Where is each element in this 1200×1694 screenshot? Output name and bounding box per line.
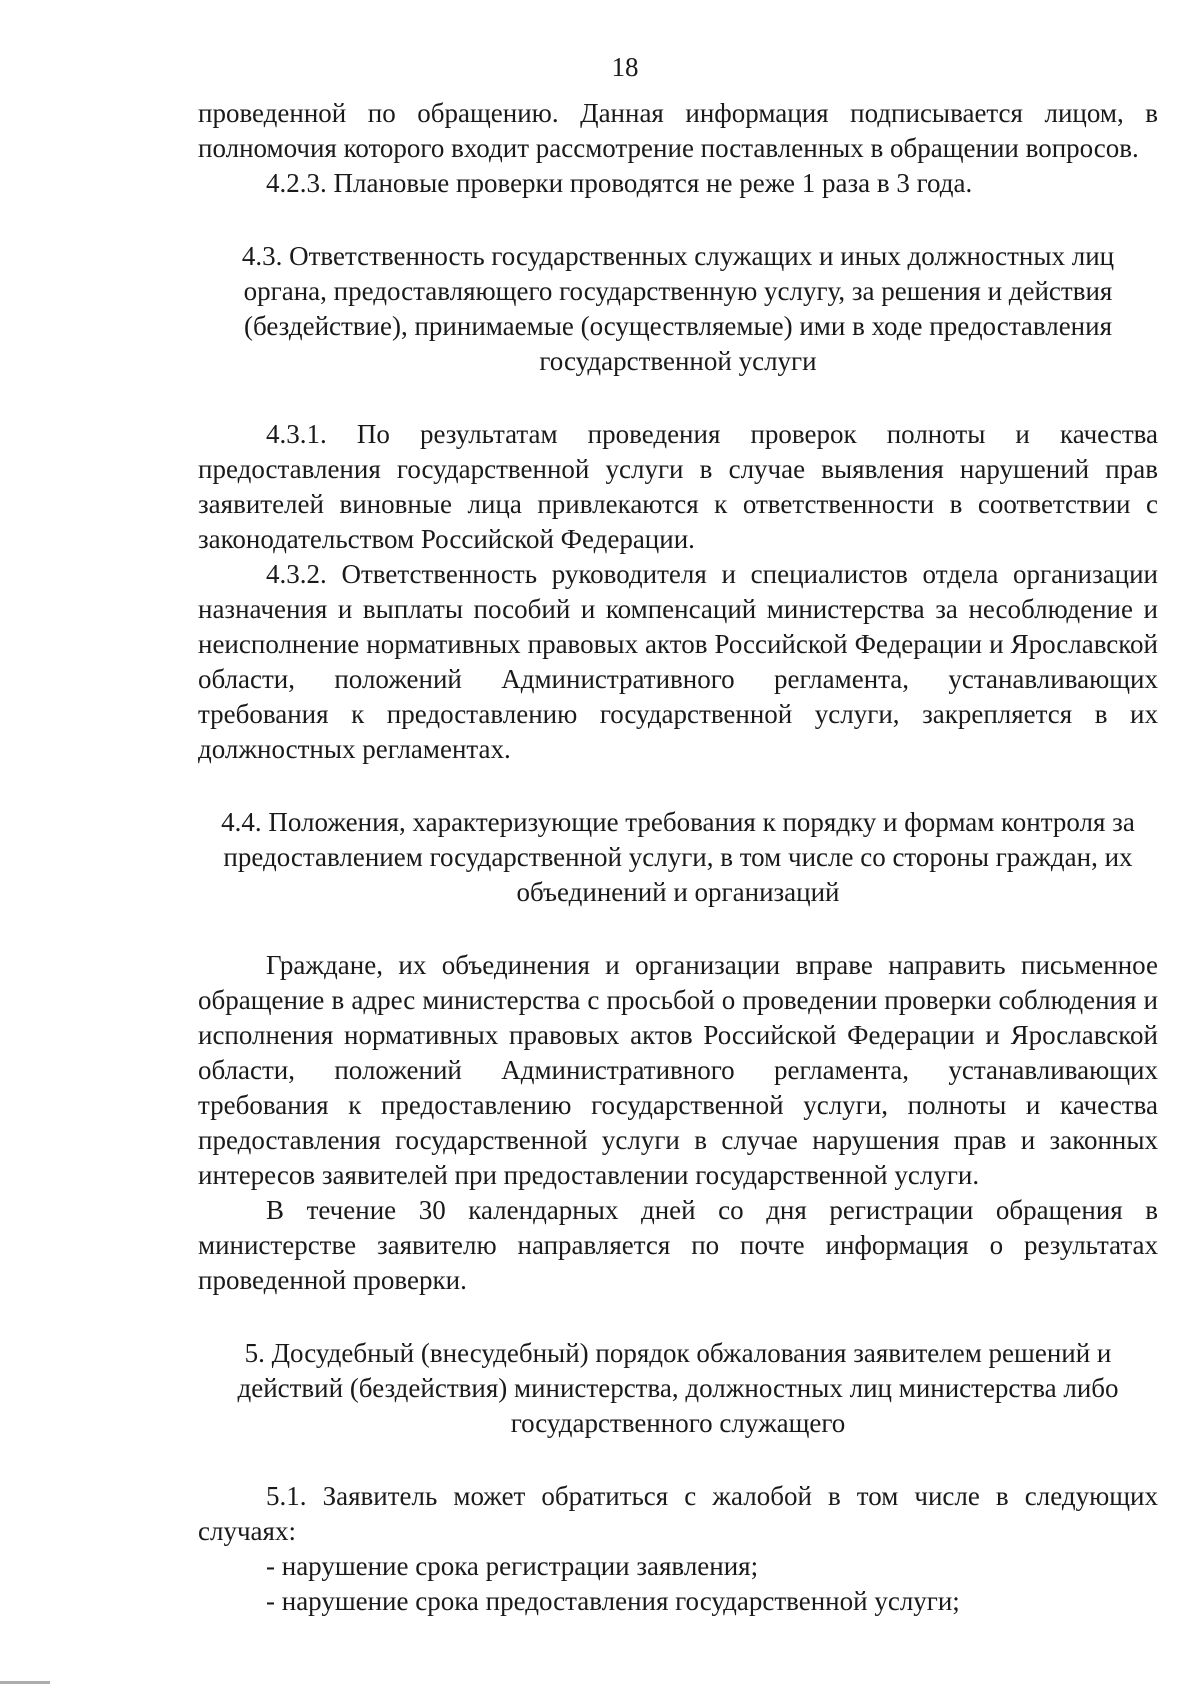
list-item-service-term: - нарушение срока предоставления государственной услуги;	[266, 1586, 960, 1616]
page-number: 18	[611, 52, 639, 82]
paragraph-5-1: 5.1. Заявитель может обратиться с жалобой в том числе в следующих случаях:	[198, 1481, 1158, 1546]
paragraph-4-2-3: 4.2.3. Плановые проверки проводятся не реже 1 раза в 3 года.	[266, 168, 973, 198]
paragraph-4-4-citizens: Граждане, их объединения и организации вправе направить письменное обращение в адрес министерства с просьбой о проведении проверки соблюдения и исполнения нормативных правовых актов Российской Федерации и Ярославской области, положений Административного регламента, устанавливающих требования к предоставлению государственной услуги, полноты и качества предоставления государственной услуги в случае нарушения прав и законных интересов заявителей при предоставлении государственной услуги.	[198, 950, 1158, 1190]
scan-edge-mark	[0, 1681, 50, 1684]
section-heading-4-3: 4.3. Ответственность государственных служащих и иных должностных лиц органа, предоставляющего государственную услугу, за решения и действия (бездействие), принимаемые (осуществляемые) ими в ходе предоставления государственной услуги	[241, 241, 1115, 376]
list-item-registration: - нарушение срока регистрации заявления;	[266, 1551, 759, 1581]
paragraph-continuation: проведенной по обращению. Данная информация подписывается лицом, в полномочия которого входит рассмотрение поставленных в обращении вопросов.	[198, 98, 1158, 163]
paragraph-4-3-2: 4.3.2. Ответственность руководителя и специалистов отдела организации назначения и выплаты пособий и компенсаций министерства за несоблюдение и неисполнение нормативных правовых актов Российской Федерации и Ярославской области, положений Административного регламента, устанавливающих требования к предоставлению государственной услуги, закрепляется в их должностных регламентах.	[198, 559, 1158, 764]
section-heading-4-4: 4.4. Положения, характеризующие требования к порядку и формам контроля за предоставлением государственной услуги, в том числе со стороны граждан, их объединений и организаций	[221, 807, 1135, 907]
section-heading-5: 5. Досудебный (внесудебный) порядок обжалования заявителем решений и действий (бездействия) министерства, должностных лиц министерства либо государственного служащего	[237, 1338, 1119, 1438]
paragraph-4-4-response: В течение 30 календарных дней со дня регистрации обращения в министерстве заявителю направляется по почте информация о результатах проведенной проверки.	[198, 1195, 1158, 1295]
document-body	[198, 96, 1158, 1619]
paragraph-4-3-1: 4.3.1. По результатам проведения проверок полноты и качества предоставления государственной услуги в случае выявления нарушений прав заявителей виновные лица привлекаются к ответственности в соответствии с законодательством Российской Федерации.	[198, 419, 1158, 554]
